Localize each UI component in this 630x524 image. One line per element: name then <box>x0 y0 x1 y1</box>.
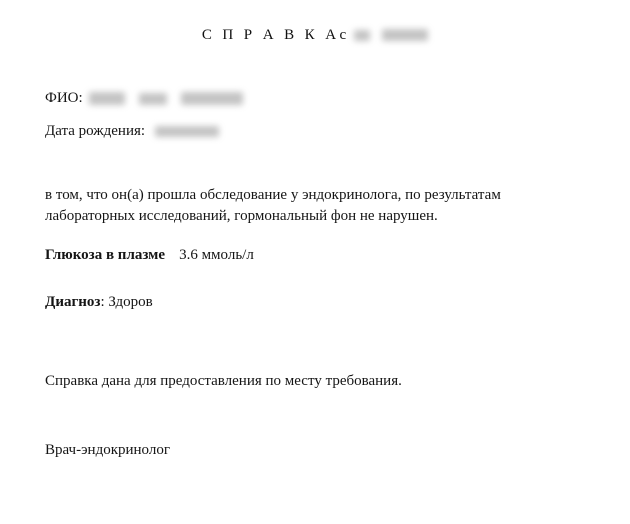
redacted-patronymic-icon <box>181 92 243 105</box>
diagnosis-row <box>45 294 153 311</box>
redacted-title-date-icon <box>382 29 428 41</box>
diagnosis-value: Здоров <box>108 294 153 310</box>
birth-date-label: Дата рождения: <box>45 123 146 139</box>
glucose-row <box>45 247 254 264</box>
redacted-firstname-icon <box>139 93 167 105</box>
glucose-value: 3.6 ммоль/л <box>179 247 254 263</box>
birth-date-row <box>45 123 219 140</box>
diagnosis-separator: : <box>100 294 105 310</box>
signature-line: Врач-эндокринолог <box>45 442 170 458</box>
patient-name-label: ФИО: <box>45 90 83 106</box>
redacted-title-number-icon <box>354 30 370 41</box>
document-title <box>0 26 630 44</box>
document-title-suffix: с <box>339 27 347 43</box>
patient-name-row <box>45 90 243 107</box>
purpose-text: Справка дана для предоставления по месту требования. <box>45 373 402 389</box>
document-title-text: С П Р А В К А <box>201 27 340 43</box>
glucose-label: Глюкоза в плазме <box>45 247 166 263</box>
diagnosis-label: Диагноз <box>45 294 101 310</box>
redacted-surname-icon <box>89 92 125 105</box>
statement-paragraph: в том, что он(а) прошла обследование у эндокринолога, по результатам лабораторных исследований, гормональный фон не нарушен. <box>45 187 501 224</box>
redacted-birth-date-icon <box>155 126 219 137</box>
